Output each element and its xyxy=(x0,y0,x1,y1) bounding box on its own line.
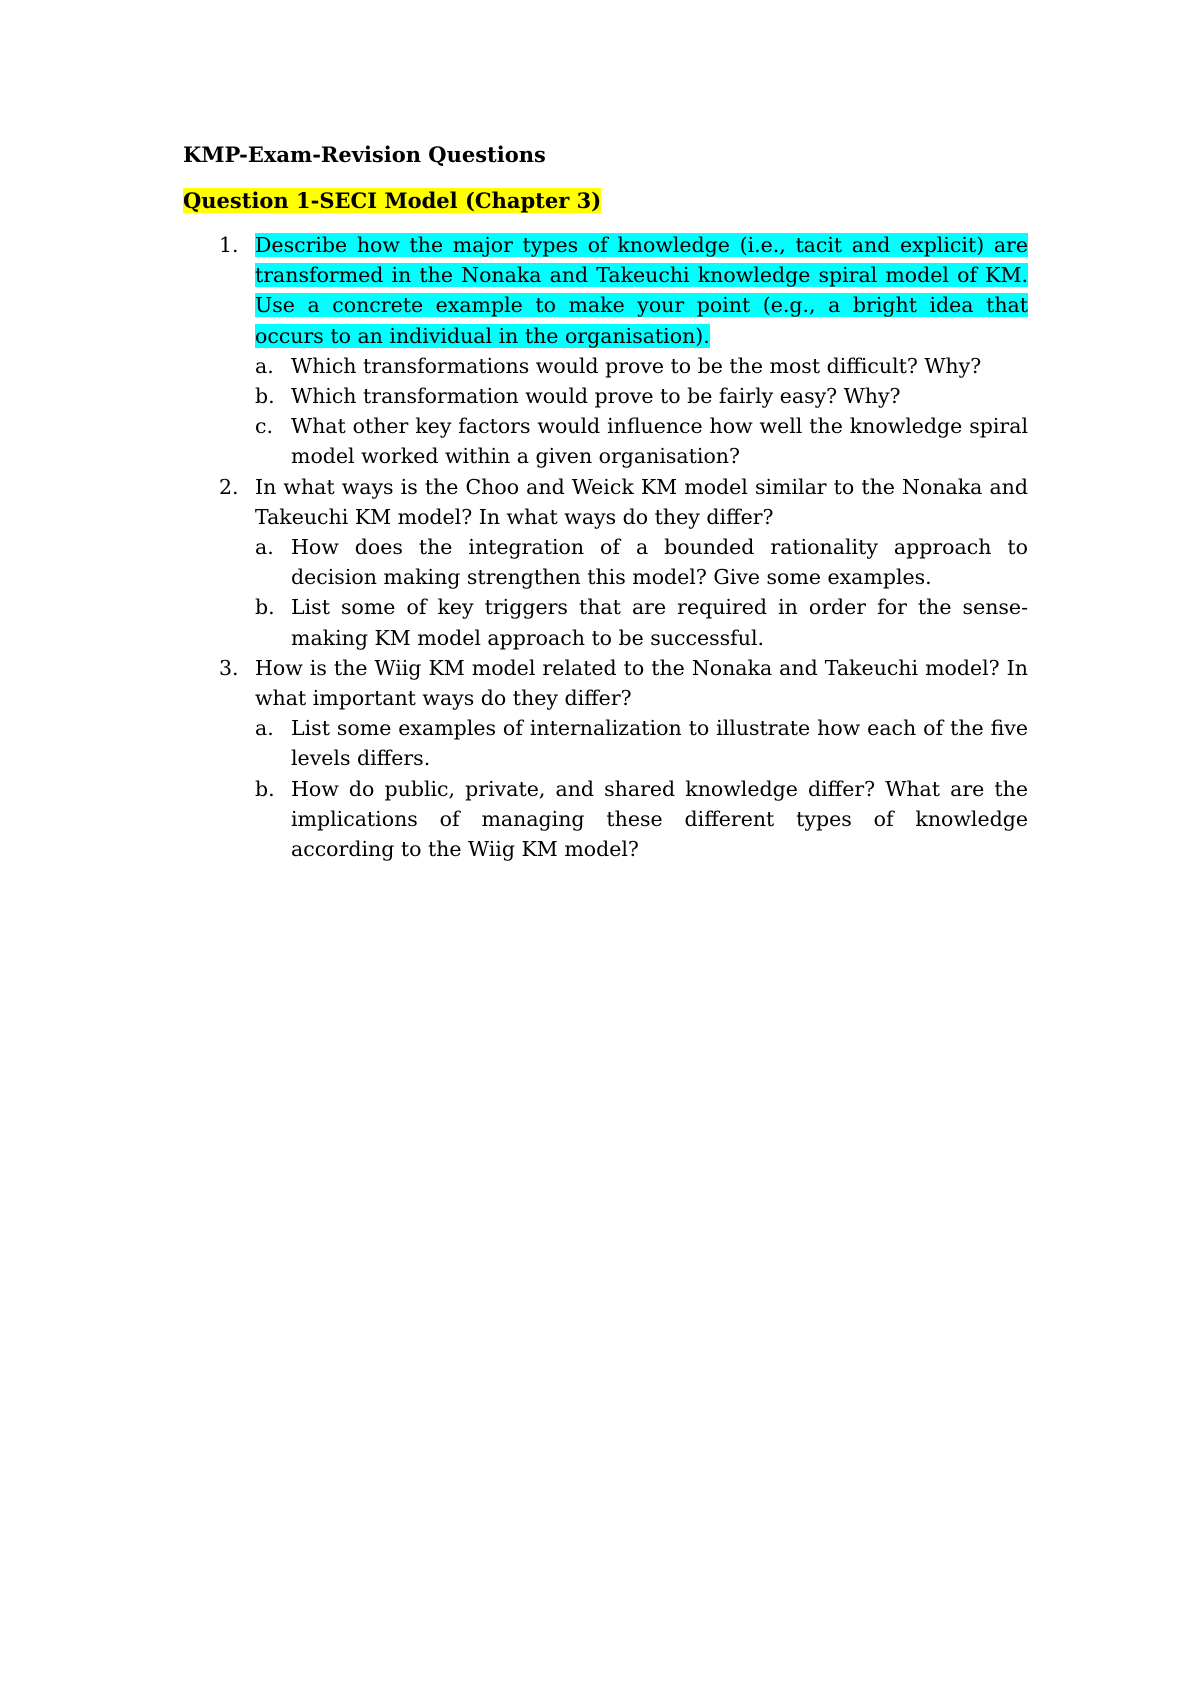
subquestion-item xyxy=(255,381,1028,411)
subquestion-letter: a. xyxy=(255,716,274,741)
section-heading xyxy=(183,186,1028,216)
question-item-3 xyxy=(183,653,1028,864)
question-text: How is the Wiig KM model related to the Nonaka and Takeuchi model? In what important ways do they differ? xyxy=(255,655,1028,711)
question-number: 3. xyxy=(219,655,239,680)
subquestion-list xyxy=(255,532,1028,653)
subquestion-text: How does the integration of a bounded rationality approach to decision making strengthen this model? Give some examples. xyxy=(291,535,1028,590)
subquestion-list xyxy=(255,351,1028,472)
subquestion-item xyxy=(255,351,1028,381)
question-text: In what ways is the Choo and Weick KM model similar to the Nonaka and Takeuchi KM model? In what ways do they differ? xyxy=(255,474,1028,529)
subquestion-text: What other key factors would influence how well the knowledge spiral model worked within a given organisation? xyxy=(291,414,1028,469)
subquestion-item xyxy=(255,713,1028,773)
question-item-1 xyxy=(183,230,1028,472)
subquestion-text: List some of key triggers that are required in order for the sense-making KM model approach to be successful. xyxy=(291,595,1028,650)
section-heading-text: Question 1-SECI Model (Chapter 3) xyxy=(183,188,602,213)
subquestion-text: How do public, private, and shared knowledge differ? What are the implications of managing these different types of knowledge according to the Wiig KM model? xyxy=(291,776,1028,862)
subquestion-letter: b. xyxy=(255,595,275,620)
question-item-2 xyxy=(183,472,1028,653)
subquestion-letter: b. xyxy=(255,384,275,409)
document-title: KMP-Exam-Revision Questions xyxy=(183,142,546,167)
subquestion-text: List some examples of internalization to illustrate how each of the five levels differs. xyxy=(291,716,1028,771)
subquestion-item xyxy=(255,532,1028,592)
question-list xyxy=(183,230,1028,864)
question-number: 1. xyxy=(219,233,239,257)
subquestion-letter: a. xyxy=(255,535,274,560)
question-text: Describe how the major types of knowledge (i.e., tacit and explicit) are transformed in the Nonaka and Takeuchi knowledge spiral model of KM. Use a concrete example to make your point (e.g., a bright idea that occurs to an individual in the organisation). xyxy=(255,233,1028,348)
subquestion-text: Which transformations would prove to be the most difficult? Why? xyxy=(291,353,982,378)
document-body xyxy=(183,140,1028,864)
subquestion-item xyxy=(255,411,1028,471)
subquestion-item xyxy=(255,592,1028,652)
subquestion-text: Which transformation would prove to be fairly easy? Why? xyxy=(291,384,901,409)
question-number: 2. xyxy=(219,474,239,499)
subquestion-letter: a. xyxy=(255,353,274,378)
subquestion-list xyxy=(255,713,1028,864)
subquestion-letter: c. xyxy=(255,414,273,439)
subquestion-letter: b. xyxy=(255,776,275,801)
subquestion-item xyxy=(255,774,1028,865)
